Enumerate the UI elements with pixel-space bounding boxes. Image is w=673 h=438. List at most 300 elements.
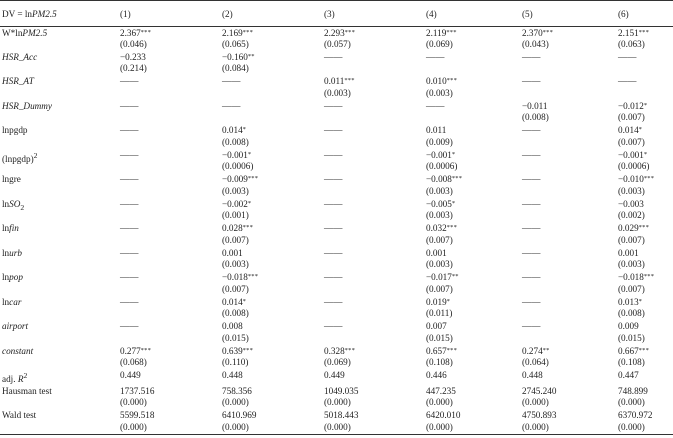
- significance-stars: *: [451, 150, 456, 158]
- significance-stars: **: [247, 52, 255, 60]
- table-row: [0, 296, 673, 321]
- coefficient-cell: [424, 125, 520, 150]
- coefficient-line: [618, 297, 673, 309]
- coefficient-cell: [220, 247, 322, 272]
- coefficient-cell: [220, 27, 322, 52]
- coefficient-line: [426, 28, 520, 40]
- significance-stars: ***: [140, 346, 152, 354]
- coefficient-line: [426, 125, 520, 137]
- coefficient-value: ——: [120, 198, 139, 209]
- standard-error: (0.108): [618, 357, 645, 367]
- test-p-value: (0.000): [618, 421, 645, 432]
- standard-error: (0.003): [618, 259, 645, 269]
- coefficient-value: ——: [120, 321, 139, 331]
- coefficient-line: [120, 248, 220, 260]
- label-part: HSR_AT: [2, 76, 34, 86]
- coefficient-line: [120, 321, 220, 333]
- test-cell: [424, 385, 520, 410]
- coefficient-line: [222, 125, 322, 137]
- coefficient-value: −0.002: [222, 198, 248, 209]
- standard-error: (0.001): [222, 210, 249, 220]
- coefficient-line: [618, 321, 673, 333]
- standard-error: (0.007): [222, 283, 249, 294]
- coefficient-cell: [520, 27, 616, 52]
- coefficient-line: [120, 28, 220, 40]
- coefficient-line: [618, 101, 673, 113]
- table-row: [0, 149, 673, 174]
- coefficient-cell: [520, 100, 616, 125]
- test-cell: [616, 410, 673, 435]
- coefficient-cell: [616, 27, 673, 52]
- coefficient-value: ——: [120, 247, 139, 258]
- table-row: [0, 27, 673, 52]
- test-statistic: 6370.972: [618, 410, 653, 421]
- coefficient-value: 2.119: [426, 27, 447, 38]
- coefficient-line: [222, 150, 322, 162]
- coefficient-cell: [616, 272, 673, 297]
- row-label: [0, 174, 118, 199]
- coefficient-line: [222, 297, 322, 309]
- coefficient-value: 2.151: [618, 27, 639, 38]
- row-label: [0, 247, 118, 272]
- row-label: [0, 149, 118, 174]
- label-part: fin: [9, 223, 19, 233]
- coefficient-value: ——: [522, 76, 541, 86]
- coefficient-value: 0.014: [222, 125, 243, 135]
- significance-stars: ***: [344, 346, 356, 354]
- adj-r2-value: 0.447: [618, 369, 639, 380]
- significance-stars: ***: [140, 28, 152, 36]
- coefficient-line: [120, 101, 220, 113]
- table-row: [0, 51, 673, 76]
- standard-error: (0.108): [426, 357, 453, 367]
- row-label: [0, 76, 118, 101]
- coefficient-value: ——: [522, 51, 541, 62]
- coefficient-value: 0.008: [222, 321, 243, 331]
- coefficient-cell: [220, 51, 322, 76]
- coefficient-value: ——: [324, 100, 343, 111]
- coefficient-value: 0.032: [426, 223, 447, 233]
- coefficient-cell: [220, 125, 322, 150]
- significance-stars: *: [242, 126, 247, 133]
- coefficient-value: −0.001: [426, 149, 452, 160]
- label-part: ln: [2, 296, 10, 307]
- coefficient-cell: [616, 174, 673, 199]
- coefficient-line: [324, 28, 424, 40]
- coefficient-value: ——: [522, 223, 541, 233]
- standard-error: (0.0006): [426, 161, 458, 171]
- coefficient-value: ——: [324, 174, 343, 184]
- test-statistic: 2745.240: [522, 385, 557, 396]
- significance-stars: ***: [344, 28, 356, 36]
- coefficient-line: [618, 199, 673, 211]
- coefficient-line: [222, 321, 322, 333]
- test-p-value: (0.000): [324, 397, 351, 408]
- label-part: lngre: [2, 174, 21, 184]
- coefficient-value: ——: [120, 174, 139, 184]
- significance-stars: ***: [446, 77, 458, 84]
- coefficient-value: 0.014: [618, 125, 639, 135]
- coefficient-line: [324, 199, 424, 211]
- coefficient-value: ——: [120, 223, 139, 233]
- test-statistic: 758.356: [222, 385, 252, 396]
- coefficient-line: [522, 125, 616, 137]
- test-statistic: 748.899: [618, 385, 648, 396]
- coefficient-value: 0.639: [222, 345, 243, 356]
- coefficient-cell: [424, 296, 520, 321]
- label-part: airport: [2, 321, 29, 331]
- coefficient-cell: [616, 76, 673, 101]
- test-label: Hausman test: [2, 385, 52, 396]
- coefficient-value: −0.018: [618, 272, 644, 282]
- test-row: [0, 410, 673, 435]
- significance-stars: ***: [638, 346, 650, 354]
- standard-error: (0.003): [426, 87, 453, 98]
- coefficient-line: [324, 150, 424, 162]
- standard-error: (0.007): [222, 234, 249, 245]
- coefficient-line: [618, 248, 673, 260]
- coefficient-cell: [616, 223, 673, 248]
- significance-stars: ***: [451, 175, 463, 182]
- coefficient-value: ——: [522, 272, 541, 282]
- standard-error: (0.214): [120, 63, 147, 73]
- coefficient-cell: [424, 174, 520, 199]
- coefficient-line: [222, 101, 322, 113]
- coefficient-cell: [118, 125, 220, 150]
- standard-error: (0.003): [222, 259, 249, 269]
- label-part: car: [9, 296, 22, 307]
- significance-stars: ***: [446, 224, 458, 231]
- coefficient-line: [324, 297, 424, 309]
- coefficient-value: 0.011: [324, 76, 345, 86]
- column-header-1: (1): [118, 1, 220, 27]
- test-row: [0, 385, 673, 410]
- coefficient-cell: [424, 51, 520, 76]
- coefficient-line: [522, 272, 616, 284]
- significance-stars: ***: [242, 28, 254, 36]
- coefficient-line: [324, 321, 424, 333]
- coefficient-value: ——: [324, 272, 343, 282]
- table-header: [0, 1, 673, 27]
- coefficient-value: 0.007: [426, 321, 447, 331]
- coefficient-cell: [520, 345, 616, 370]
- coefficient-value: ——: [522, 198, 541, 209]
- standard-error: (0.003): [324, 87, 351, 98]
- label-superscript: 2: [33, 150, 38, 160]
- test-statistic: 1737.516: [120, 385, 155, 396]
- standard-error: (0.003): [426, 210, 453, 220]
- coefficient-line: [222, 52, 322, 64]
- coefficient-value: ——: [324, 149, 343, 160]
- table-row: [0, 100, 673, 125]
- standard-error: (0.008): [522, 112, 549, 122]
- standard-error: (0.003): [618, 185, 645, 196]
- coefficient-line: [324, 125, 424, 137]
- column-header-3: (3): [322, 1, 424, 27]
- coefficient-cell: [322, 321, 424, 346]
- coefficient-line: [522, 101, 616, 113]
- coefficient-value: −0.001: [222, 149, 248, 160]
- coefficient-line: [222, 28, 322, 40]
- coefficient-cell: [424, 321, 520, 346]
- test-label: Wald test: [0, 410, 118, 435]
- coefficient-value: 0.001: [222, 247, 243, 258]
- coefficient-line: [618, 28, 673, 40]
- table-row: [0, 223, 673, 248]
- coefficient-cell: [520, 272, 616, 297]
- column-header-2: (2): [220, 1, 322, 27]
- coefficient-value: ——: [324, 198, 343, 209]
- row-label: [0, 321, 118, 346]
- coefficient-cell: [520, 76, 616, 101]
- standard-error: (0.110): [222, 357, 249, 367]
- coefficient-value: 2.169: [222, 27, 243, 38]
- standard-error: (0.007): [426, 283, 453, 294]
- significance-stars: *: [643, 150, 648, 158]
- standard-error: (0.007): [618, 136, 645, 147]
- coefficient-line: [222, 272, 322, 284]
- coefficient-line: [120, 199, 220, 211]
- coefficient-value: 0.019: [426, 296, 447, 307]
- coefficient-cell: [322, 149, 424, 174]
- coefficient-cell: [424, 100, 520, 125]
- coefficient-cell: [220, 198, 322, 223]
- table-row: [0, 247, 673, 272]
- coefficient-value: −0.233: [120, 51, 146, 62]
- coefficient-cell: [424, 27, 520, 52]
- coefficient-value: 0.328: [324, 345, 345, 356]
- significance-stars: ***: [242, 346, 254, 354]
- coefficient-cell: [520, 174, 616, 199]
- significance-stars: ***: [643, 273, 655, 280]
- coefficient-cell: [520, 296, 616, 321]
- coefficient-value: ——: [522, 125, 541, 135]
- coefficient-line: [522, 28, 616, 40]
- coefficient-cell: [520, 321, 616, 346]
- coefficient-cell: [322, 272, 424, 297]
- coefficient-cell: [616, 100, 673, 125]
- significance-stars: *: [643, 101, 648, 109]
- adj-r2-row: [0, 370, 673, 386]
- coefficient-cell: [220, 345, 322, 370]
- standard-error: (0.008): [222, 136, 249, 147]
- test-p-value: (0.000): [426, 421, 453, 432]
- coefficient-cell: [520, 125, 616, 150]
- coefficient-cell: [220, 174, 322, 199]
- coefficient-cell: [322, 345, 424, 370]
- coefficient-value: 0.028: [222, 223, 243, 233]
- coefficient-cell: [118, 100, 220, 125]
- coefficient-line: [522, 248, 616, 260]
- coefficient-value: ——: [324, 296, 343, 307]
- standard-error: (0.015): [222, 332, 249, 343]
- test-cell: [118, 385, 220, 410]
- standard-error: (0.065): [222, 39, 249, 49]
- coefficient-line: [324, 346, 424, 358]
- standard-error: (0.084): [222, 63, 249, 73]
- coefficient-cell: [118, 345, 220, 370]
- standard-error: (0.064): [522, 357, 549, 367]
- coefficient-value: 0.001: [618, 247, 639, 258]
- significance-stars: ***: [344, 77, 355, 84]
- coefficient-cell: [220, 321, 322, 346]
- coefficient-line: [522, 52, 616, 64]
- coefficient-line: [426, 174, 520, 186]
- coefficient-value: ——: [522, 149, 541, 160]
- significance-stars: **: [542, 346, 550, 354]
- coefficient-cell: [220, 223, 322, 248]
- standard-error: (0.015): [426, 332, 453, 343]
- coefficient-line: [426, 346, 520, 358]
- coefficient-value: −0.010: [618, 174, 644, 184]
- coefficient-cell: [220, 76, 322, 101]
- coefficient-cell: [616, 296, 673, 321]
- coefficient-cell: [118, 321, 220, 346]
- coefficient-line: [522, 297, 616, 309]
- coefficient-line: [426, 76, 520, 88]
- test-cell: [424, 410, 520, 435]
- coefficient-value: ——: [222, 100, 241, 111]
- test-cell: [616, 385, 673, 410]
- row-label: [0, 27, 118, 52]
- coefficient-cell: [220, 100, 322, 125]
- adj-r2-value: 0.449: [120, 369, 141, 380]
- coefficient-line: [324, 272, 424, 284]
- coefficient-line: [120, 174, 220, 186]
- coefficient-cell: [322, 125, 424, 150]
- significance-stars: ***: [638, 224, 650, 231]
- coefficient-value: −0.003: [618, 198, 644, 209]
- coefficient-cell: [520, 198, 616, 223]
- coefficient-line: [522, 346, 616, 358]
- coefficient-line: [120, 297, 220, 309]
- standard-error: (0.069): [426, 39, 453, 49]
- coefficient-cell: [322, 51, 424, 76]
- coefficient-line: [324, 101, 424, 113]
- coefficient-cell: [220, 296, 322, 321]
- standard-error: (0.015): [618, 332, 645, 343]
- coefficient-line: [222, 199, 322, 211]
- coefficient-value: ——: [324, 223, 343, 233]
- coefficient-value: ——: [120, 100, 139, 111]
- coefficient-value: −0.008: [426, 174, 452, 184]
- coefficient-cell: [616, 51, 673, 76]
- label-part: PM2.5: [22, 27, 48, 38]
- coefficient-cell: [118, 198, 220, 223]
- coefficient-line: [120, 272, 220, 284]
- coefficient-cell: [118, 223, 220, 248]
- row-label: [0, 370, 118, 386]
- label-part: lnpgdp: [2, 125, 28, 135]
- coefficient-value: −0.005: [426, 198, 452, 209]
- coefficient-line: [324, 52, 424, 64]
- dv-variable: PM2.5: [32, 8, 57, 19]
- coefficient-cell: [616, 198, 673, 223]
- row-label: [0, 272, 118, 297]
- coefficient-value: ——: [120, 76, 139, 86]
- adj-r2-value: 0.448: [522, 369, 543, 380]
- coefficient-value: 0.009: [618, 321, 639, 331]
- coefficient-cell: [118, 76, 220, 101]
- label-part: ln: [2, 272, 10, 282]
- coefficient-cell: [118, 51, 220, 76]
- standard-error: (0.0006): [222, 161, 254, 171]
- row-label: [0, 51, 118, 76]
- coefficient-value: ——: [426, 51, 445, 62]
- test-statistic: 1049.035: [324, 385, 359, 396]
- coefficient-value: ——: [522, 321, 541, 331]
- coefficient-value: 2.370: [522, 27, 543, 38]
- test-p-value: (0.000): [120, 421, 147, 432]
- dv-label: DV = ln: [2, 8, 33, 19]
- coefficient-cell: [322, 247, 424, 272]
- test-statistic: 4750.893: [522, 410, 557, 421]
- coefficient-line: [222, 346, 322, 358]
- test-p-value: (0.000): [426, 397, 453, 408]
- coefficient-line: [618, 174, 673, 186]
- standard-error: (0.011): [426, 308, 453, 318]
- coefficient-line: [120, 52, 220, 64]
- table-body: [0, 27, 673, 435]
- coefficient-line: [324, 174, 424, 186]
- coefficient-cell: [220, 272, 322, 297]
- test-cell: [220, 410, 322, 435]
- standard-error: (0.068): [120, 357, 147, 367]
- coefficient-line: [222, 248, 322, 260]
- significance-stars: *: [247, 199, 252, 207]
- coefficient-cell: [322, 27, 424, 52]
- test-p-value: (0.000): [522, 421, 549, 432]
- table-row: [0, 345, 673, 370]
- test-cell: [220, 385, 322, 410]
- coefficient-cell: [424, 223, 520, 248]
- test-cell: [322, 410, 424, 435]
- coefficient-line: [120, 76, 220, 88]
- label-part: HSR_Acc: [2, 51, 38, 62]
- significance-stars: *: [446, 297, 451, 305]
- coefficient-value: 0.001: [426, 247, 447, 258]
- coefficient-cell: [118, 174, 220, 199]
- coefficient-line: [426, 199, 520, 211]
- coefficient-line: [222, 223, 322, 235]
- significance-stars: ***: [446, 28, 457, 36]
- coefficient-cell: [322, 198, 424, 223]
- test-p-value: (0.000): [324, 421, 351, 432]
- significance-stars: ***: [542, 28, 554, 36]
- adj-r2-value: 0.448: [222, 369, 243, 380]
- test-statistic: 6410.969: [222, 410, 257, 421]
- coefficient-line: [522, 174, 616, 186]
- coefficient-line: [426, 272, 520, 284]
- coefficient-value: ——: [120, 149, 139, 160]
- coefficient-value: ——: [522, 174, 541, 184]
- test-cell: [520, 385, 616, 410]
- coefficient-value: ——: [618, 76, 637, 86]
- coefficient-value: −0.017: [426, 272, 452, 282]
- significance-stars: *: [242, 297, 247, 305]
- label-part: SO: [9, 198, 21, 209]
- table-row: [0, 198, 673, 223]
- coefficient-line: [426, 52, 520, 64]
- coefficient-cell: [520, 247, 616, 272]
- coefficient-cell: [424, 247, 520, 272]
- coefficient-cell: [424, 272, 520, 297]
- coefficient-value: 0.277: [120, 345, 141, 356]
- coefficient-line: [426, 101, 520, 113]
- label-part: (lnpgdp): [2, 153, 34, 164]
- test-p-value: (0.000): [120, 397, 147, 408]
- coefficient-cell: [220, 149, 322, 174]
